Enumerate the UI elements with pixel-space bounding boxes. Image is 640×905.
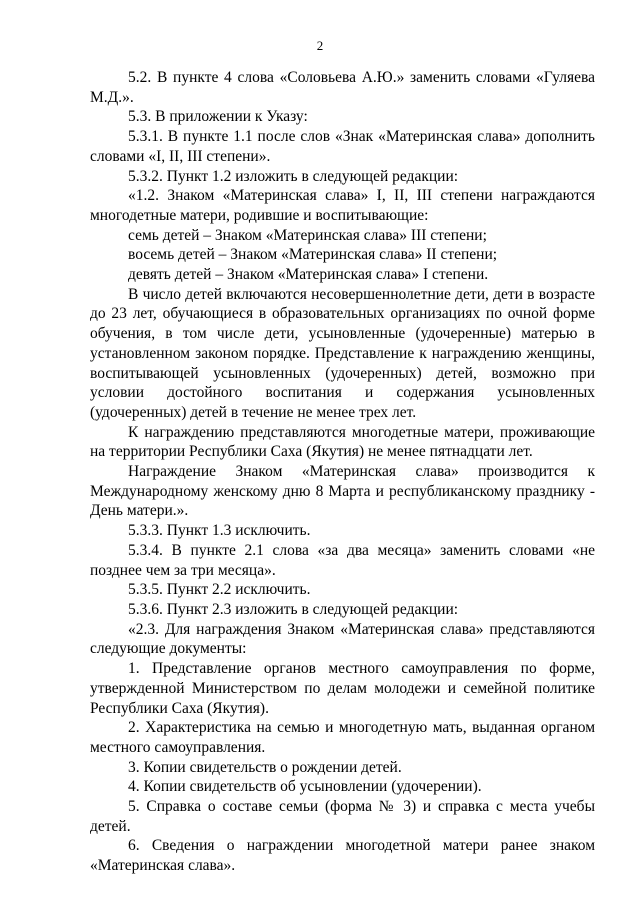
list-item-eight-children: восемь детей – Знаком «Материнская слава» II степени; xyxy=(128,246,498,264)
page-number: 2 xyxy=(316,38,324,53)
document-item-3: 3. Копии свидетельств о рождении детей. xyxy=(128,758,402,776)
paragraph-residence: К награждению представляются многодетные матери, проживающие на территории Республики Саха (Якутия) не менее пятнадцати лет. xyxy=(90,423,595,461)
paragraph-5-3-5: 5.3.5. Пункт 2.2 исключить. xyxy=(128,581,311,599)
document-item-1: 1. Представление органов местного самоуправления по форме, утвержденной Министерством по делам молодежи и семейной политике Республики Саха (Якутия). xyxy=(90,660,595,717)
document-item-2: 2. Характеристика на семью и многодетную мать, выданная органом местного самоуправления. xyxy=(90,719,595,756)
paragraph-5-3-4: 5.3.4. В пункте 2.1 слова «за два месяца» заменить словами «не позднее чем за три месяца». xyxy=(90,541,595,579)
paragraph-award-dates: Награждение Знаком «Материнская слава» производится к Международному женскому дню 8 Марта и республиканскому празднику - День матери.». xyxy=(90,463,595,520)
document-item-6: 6. Сведения о награждении многодетной матери ранее знаком «Материнская слава». xyxy=(90,837,595,875)
list-item-seven-children: семь детей – Знаком «Материнская слава» III степени; xyxy=(128,226,487,244)
paragraph-children-count: В число детей включаются несовершеннолетние дети, дети в возрасте до 23 лет, обучающиеся в образовательных организациях по очной форме обучения, в том числе дети, усыновленные (удочеренные) матерью в установленном законом порядке. Представление к награждению женщины, воспитывающей усыновленных (удочеренных) детей, возможно при условии достойного воспитания и содержания усыновленных (удочеренных) детей в течение не менее трех лет. xyxy=(90,285,595,421)
document-body xyxy=(90,68,595,876)
paragraph-5-3-1: 5.3.1. В пункте 1.1 после слов «Знак «Материнская слава» дополнить словами «I, II, III степени». xyxy=(90,128,595,165)
document-item-4: 4. Копии свидетельств об усыновлении (удочерении). xyxy=(128,778,482,796)
paragraph-5-3-6: 5.3.6. Пункт 2.3 изложить в следующей редакции: xyxy=(128,600,459,618)
paragraph-5-3-2: 5.3.2. Пункт 1.2 изложить в следующей редакции: xyxy=(128,167,459,185)
document-item-5: 5. Справка о составе семьи (форма № 3) и справка с места учебы детей. xyxy=(90,798,595,835)
paragraph-1-2-intro: «1.2. Знаком «Материнская слава» I, II, III степени награждаются многодетные матери, родившие и воспитывающие: xyxy=(90,187,595,224)
paragraph-2-3-intro: «2.3. Для награждения Знаком «Материнская слава» представляются следующие документы: xyxy=(90,620,595,658)
paragraph-5-3-3: 5.3.3. Пункт 1.3 исключить. xyxy=(128,522,311,540)
paragraph-5-2: 5.2. В пункте 4 слова «Соловьева А.Ю.» заменить словами «Гуляева М.Д.». xyxy=(90,69,595,106)
paragraph-5-3: 5.3. В приложении к Указу: xyxy=(128,108,308,126)
list-item-nine-children: девять детей – Знаком «Материнская слава» I степени. xyxy=(128,266,489,284)
